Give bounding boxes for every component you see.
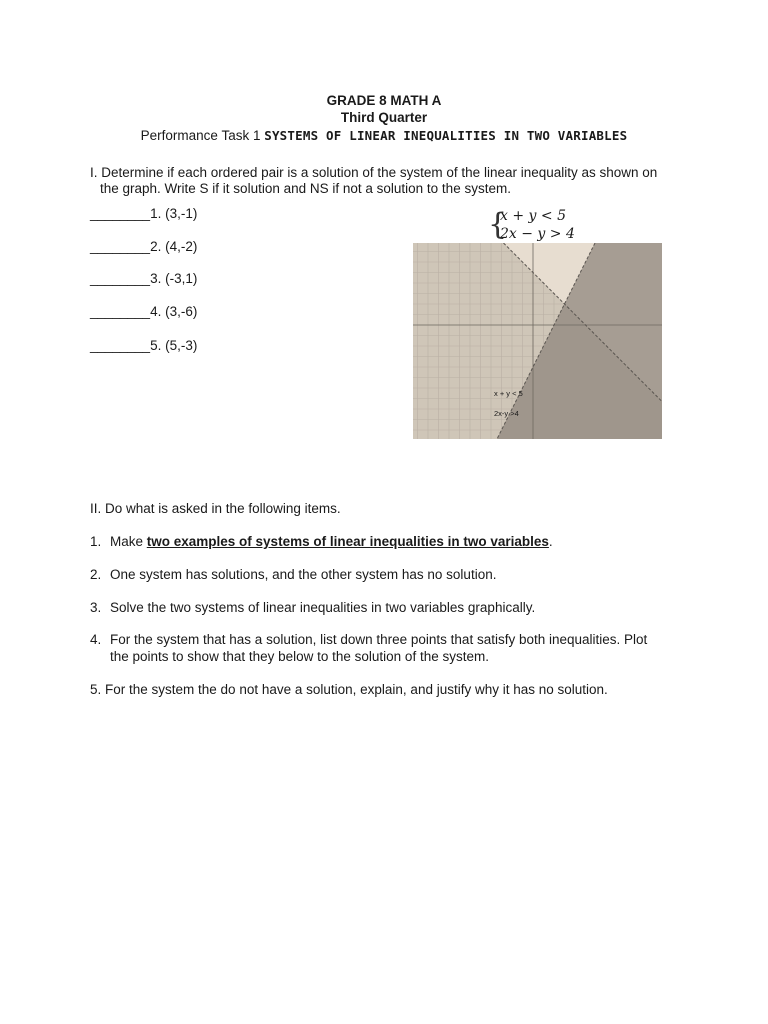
part2-item-5: 5. For the system the do not have a solution, explain, and justify why it has no solution. [90, 682, 608, 697]
graph-label-2: 2x-y >4 [494, 409, 519, 418]
part2-item-3 [90, 599, 535, 616]
inequality-graph [413, 243, 662, 439]
answer-blank[interactable]: ________ [90, 338, 151, 353]
item-number: 4. [90, 632, 102, 647]
brace-icon: { [488, 207, 508, 242]
answer-item [90, 304, 197, 319]
answer-item [90, 206, 197, 221]
doc-title: GRADE 8 MATH A [326, 93, 442, 108]
item1-period: . [548, 534, 553, 549]
part1-instruction-1: I. Determine if each ordered pair is a solution of the system of the linear inequality as shown on [90, 165, 658, 180]
answer-text: 4. (3,-6) [150, 304, 198, 319]
part2-item-2 [90, 566, 496, 583]
item1-text: Make [110, 534, 147, 549]
answer-text: 1. (3,-1) [150, 206, 198, 221]
task-title: SYSTEMS OF LINEAR INEQUALITIES IN TWO VARIABLES [264, 128, 628, 143]
system-eq2: 2x − y > 4 [500, 226, 575, 242]
system-eq1: x + y < 5 [500, 208, 566, 224]
item-number: 2. [90, 567, 102, 582]
answer-text: 3. (-3,1) [150, 271, 198, 286]
part1-instruction-2: the graph. Write S if it solution and NS if not a solution to the system. [100, 181, 511, 196]
answer-item [90, 338, 197, 353]
answer-blank[interactable]: ________ [90, 304, 151, 319]
item2-text: One system has solutions, and the other system has no solution. [110, 567, 497, 582]
part2-heading: II. Do what is asked in the following items. [90, 501, 341, 516]
answer-item [90, 239, 197, 254]
task-line [0, 128, 768, 143]
answer-item [90, 271, 197, 286]
answer-blank[interactable]: ________ [90, 239, 151, 254]
item1-emphasis: two examples of systems of linear inequalities in two variables [146, 534, 549, 549]
graph-label-1: x + y < 5 [494, 389, 523, 398]
item3-text: Solve the two systems of linear inequalities in two variables graphically. [110, 600, 536, 615]
part2-item-1 [90, 533, 553, 550]
system-equations [488, 207, 575, 243]
item-number: 1. [90, 534, 102, 549]
doc-quarter: Third Quarter [340, 110, 428, 125]
answer-blank[interactable]: ________ [90, 271, 151, 286]
item4-text: For the system that has a solution, list down three points that satisfy both inequalities. Plot [110, 632, 648, 647]
item-number: 3. [90, 600, 102, 615]
task-prefix: Performance Task 1 [140, 128, 261, 143]
answer-text: 5. (5,-3) [150, 338, 198, 353]
part2-item-4-cont: the points to show that they below to the solution of the system. [110, 649, 489, 664]
part2-item-4 [90, 631, 647, 648]
answer-blank[interactable]: ________ [90, 206, 151, 221]
answer-text: 2. (4,-2) [150, 239, 198, 254]
